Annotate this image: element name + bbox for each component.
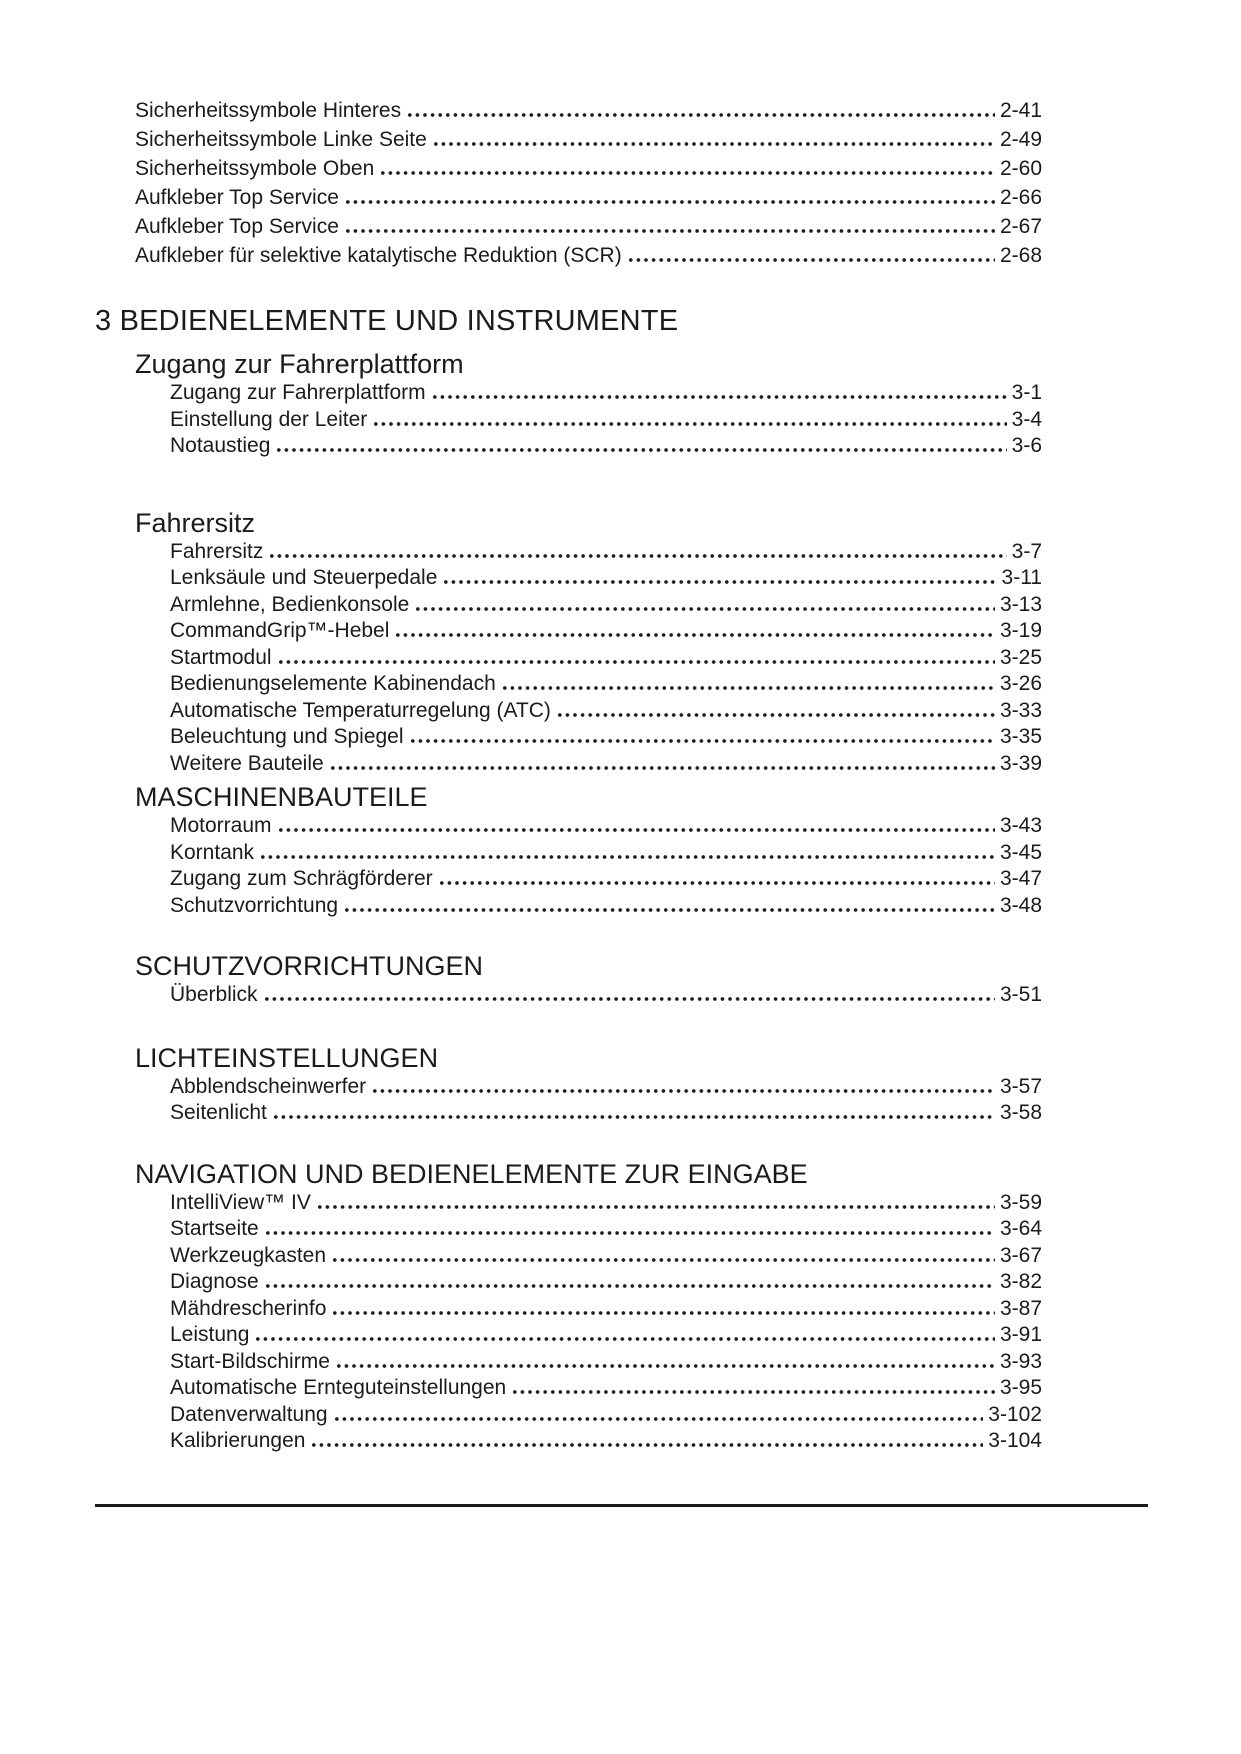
- toc-entry-page: 3-95: [999, 1376, 1042, 1399]
- toc-entry[interactable]: [170, 982, 1042, 1009]
- toc-entry-page: 3-91: [999, 1323, 1042, 1346]
- toc-entry-page: 2-49: [999, 128, 1042, 151]
- toc-section: [95, 781, 1042, 919]
- toc-entry-page: 3-104: [988, 1429, 1042, 1452]
- toc-entry-label: Schutzvorrichtung: [170, 893, 339, 917]
- section-entries: [170, 982, 1042, 1009]
- dot-leader: [266, 1284, 995, 1288]
- toc-entry-label: Notaustieg: [170, 434, 271, 457]
- toc-entry[interactable]: [170, 1349, 1042, 1376]
- toc-entry-label: Automatische Temperaturregelung (ATC): [170, 698, 551, 722]
- dot-leader: [411, 739, 995, 743]
- toc-content: [95, 96, 1042, 1455]
- toc-entry-label: Sicherheitssymbole Hinteres: [135, 99, 402, 122]
- toc-entry-label: Start-Bildschirme: [170, 1349, 330, 1373]
- toc-entry-label: Werkzeugkasten: [170, 1243, 327, 1267]
- toc-section: [95, 1158, 1042, 1455]
- chapter-heading: 3 BEDIENELEMENTE UND INSTRUMENTE: [95, 305, 679, 337]
- section-title: MASCHINENBAUTEILE: [135, 782, 428, 812]
- toc-entry[interactable]: [170, 380, 1042, 407]
- toc-entry-page: 3-4: [1011, 407, 1042, 431]
- toc-entry[interactable]: [135, 125, 1042, 154]
- dot-leader: [312, 1443, 983, 1447]
- section-title: Zugang zur Fahrerplattform: [135, 349, 464, 379]
- toc-entry-page: 3-45: [999, 840, 1042, 864]
- dot-leader: [513, 1390, 995, 1394]
- toc-entry[interactable]: [170, 645, 1042, 672]
- dot-leader: [337, 1364, 995, 1368]
- toc-entry[interactable]: [170, 866, 1042, 893]
- dot-leader: [279, 828, 995, 832]
- prelude-entries: [135, 96, 1042, 270]
- dot-leader: [333, 1311, 995, 1315]
- toc-entry[interactable]: [135, 154, 1042, 183]
- dot-leader: [629, 258, 995, 262]
- dot-leader: [416, 607, 995, 611]
- toc-entry[interactable]: [170, 1375, 1042, 1402]
- dot-leader: [345, 908, 995, 912]
- toc-entry[interactable]: [170, 813, 1042, 840]
- toc-entry-label: Bedienungselemente Kabinendach: [170, 672, 496, 695]
- toc-entry[interactable]: [170, 893, 1042, 920]
- dot-leader: [374, 422, 1006, 426]
- toc-entry-label: CommandGrip™-Hebel: [170, 619, 390, 642]
- toc-entry[interactable]: [135, 96, 1042, 125]
- toc-entry-label: Leistung: [170, 1323, 250, 1346]
- toc-entry-label: Automatische Ernteguteinstellungen: [170, 1376, 507, 1399]
- section-entries: [170, 813, 1042, 919]
- dot-leader: [373, 1089, 995, 1093]
- toc-entry-label: Seitenlicht: [170, 1101, 267, 1124]
- dot-leader: [256, 1337, 995, 1341]
- toc-entry-label: Kalibrierungen: [170, 1429, 306, 1452]
- toc-entry-page: 3-59: [999, 1190, 1042, 1214]
- toc-entry[interactable]: [170, 1243, 1042, 1270]
- toc-entry-page: 3-82: [999, 1270, 1042, 1293]
- toc-entry-label: Einstellung der Leiter: [170, 407, 368, 431]
- toc-entry[interactable]: [135, 183, 1042, 212]
- toc-entry-label: Abblendscheinwerfer: [170, 1074, 367, 1098]
- toc-entry-page: 3-102: [988, 1402, 1042, 1426]
- dot-leader: [440, 881, 995, 885]
- dot-leader: [333, 1258, 995, 1262]
- toc-entry-label: Sicherheitssymbole Oben: [135, 157, 375, 180]
- toc-entry[interactable]: [170, 751, 1042, 778]
- toc-entry-page: 2-68: [999, 244, 1042, 267]
- dot-leader: [444, 580, 996, 584]
- toc-entry[interactable]: [135, 212, 1042, 241]
- dot-leader: [277, 448, 1006, 452]
- toc-entry-page: 3-58: [999, 1101, 1042, 1124]
- toc-entry-page: 2-67: [999, 215, 1042, 238]
- toc-entry-page: 3-87: [999, 1296, 1042, 1320]
- toc-entry-label: Mähdrescherinfo: [170, 1296, 327, 1320]
- toc-entry-page: 3-13: [999, 592, 1042, 616]
- dot-leader: [266, 1231, 995, 1235]
- toc-entry-page: 3-51: [999, 983, 1042, 1006]
- toc-section: [95, 950, 1042, 1009]
- toc-entry-label: Aufkleber für selektive katalytische Reduktion (SCR): [135, 244, 622, 267]
- dot-leader: [434, 142, 995, 146]
- toc-entry[interactable]: [170, 1190, 1042, 1217]
- toc-entry[interactable]: [170, 1074, 1042, 1101]
- dot-leader: [265, 997, 995, 1001]
- toc-entry-label: Datenverwaltung: [170, 1402, 328, 1426]
- toc-entry-page: 3-47: [999, 867, 1042, 890]
- toc-entry[interactable]: [170, 671, 1042, 698]
- toc-entry-page: 3-48: [999, 893, 1042, 917]
- toc-entry-page: 3-7: [1011, 539, 1042, 563]
- toc-entry[interactable]: [170, 1216, 1042, 1243]
- dot-leader: [433, 395, 1007, 399]
- dot-leader: [558, 713, 995, 717]
- dot-leader: [396, 633, 995, 637]
- dot-leader: [270, 554, 1006, 558]
- toc-entry-label: Sicherheitssymbole Linke Seite: [135, 128, 427, 151]
- toc-entry-label: Weitere Bauteile: [170, 751, 324, 775]
- footer-rule: [95, 1504, 1148, 1507]
- toc-entry-label: Fahrersitz: [170, 539, 264, 563]
- section-title: SCHUTZVORRICHTUNGEN: [135, 951, 483, 981]
- section-title: NAVIGATION UND BEDIENELEMENTE ZUR EINGABE: [135, 1158, 808, 1189]
- section-entries: [170, 539, 1042, 778]
- toc-entry[interactable]: [170, 1269, 1042, 1296]
- section-entries: [170, 1074, 1042, 1127]
- dot-leader: [331, 766, 995, 770]
- toc-entry-page: 3-57: [999, 1074, 1042, 1098]
- section-title: Fahrersitz: [135, 507, 256, 538]
- toc-entry-page: 3-93: [999, 1349, 1042, 1373]
- toc-entry-page: 3-25: [999, 645, 1042, 669]
- toc-entry-label: Beleuchtung und Spiegel: [170, 725, 404, 748]
- toc-entry[interactable]: [170, 840, 1042, 867]
- toc-entry[interactable]: [170, 724, 1042, 751]
- toc-entry-page: 3-6: [1011, 434, 1042, 457]
- toc-entry-label: Diagnose: [170, 1270, 259, 1293]
- toc-entry-label: Zugang zur Fahrerplattform: [170, 381, 426, 404]
- toc-entry-label: IntelliView™ IV: [170, 1190, 311, 1214]
- toc-entry-page: 2-41: [999, 99, 1042, 122]
- dot-leader: [318, 1205, 995, 1209]
- toc-entry-page: 3-1: [1011, 381, 1042, 404]
- toc-entry-label: Aufkleber Top Service: [135, 186, 339, 209]
- toc-entry-page: 3-26: [999, 672, 1042, 695]
- toc-entry[interactable]: [170, 407, 1042, 434]
- section-title: LICHTEINSTELLUNGEN: [135, 1042, 439, 1073]
- section-entries: [170, 1190, 1042, 1455]
- toc-entry-page: 3-39: [999, 751, 1042, 775]
- toc-entry-page: 3-67: [999, 1243, 1042, 1267]
- toc-section: [95, 1042, 1042, 1127]
- toc-entry[interactable]: [170, 1322, 1042, 1349]
- dot-leader: [346, 200, 995, 204]
- toc-entry-page: 3-11: [1001, 566, 1042, 589]
- toc-entry[interactable]: [170, 433, 1042, 460]
- toc-entry[interactable]: [170, 1402, 1042, 1429]
- toc-entry-page: 2-60: [999, 157, 1042, 180]
- toc-entry[interactable]: [170, 698, 1042, 725]
- toc-entry-label: Zugang zum Schrägförderer: [170, 867, 433, 890]
- toc-entry[interactable]: [170, 539, 1042, 566]
- toc-entry-label: Motorraum: [170, 814, 272, 837]
- toc-entry[interactable]: [170, 565, 1042, 592]
- toc-section: [95, 348, 1042, 460]
- toc-entry-label: Startmodul: [170, 645, 272, 669]
- toc-entry-page: 3-19: [999, 619, 1042, 642]
- chapter-sections: [95, 348, 1042, 1455]
- toc-entry[interactable]: [170, 1296, 1042, 1323]
- dot-leader: [335, 1417, 984, 1421]
- toc-entry[interactable]: [170, 592, 1042, 619]
- toc-entry[interactable]: [170, 1100, 1042, 1127]
- toc-entry-label: Aufkleber Top Service: [135, 215, 339, 238]
- toc-entry[interactable]: [170, 618, 1042, 645]
- toc-entry[interactable]: [135, 241, 1042, 270]
- toc-entry-page: 3-33: [999, 698, 1042, 722]
- toc-entry-label: Startseite: [170, 1217, 259, 1240]
- toc-entry-label: Armlehne, Bedienkonsole: [170, 592, 410, 616]
- toc-entry-label: Korntank: [170, 840, 255, 864]
- dot-leader: [408, 113, 995, 117]
- dot-leader: [261, 855, 995, 859]
- toc-section: [95, 507, 1042, 778]
- toc-entry-page: 2-66: [999, 186, 1042, 209]
- dot-leader: [381, 171, 995, 175]
- toc-entry-label: Lenksäule und Steuerpedale: [170, 566, 438, 589]
- toc-entry[interactable]: [170, 1428, 1042, 1455]
- toc-entry-label: Überblick: [170, 983, 258, 1006]
- dot-leader: [503, 686, 995, 690]
- dot-leader: [346, 229, 995, 233]
- dot-leader: [279, 660, 995, 664]
- toc-entry-page: 3-64: [999, 1217, 1042, 1240]
- dot-leader: [274, 1115, 995, 1119]
- toc-entry-page: 3-43: [999, 814, 1042, 837]
- toc-entry-page: 3-35: [999, 725, 1042, 748]
- section-entries: [170, 380, 1042, 460]
